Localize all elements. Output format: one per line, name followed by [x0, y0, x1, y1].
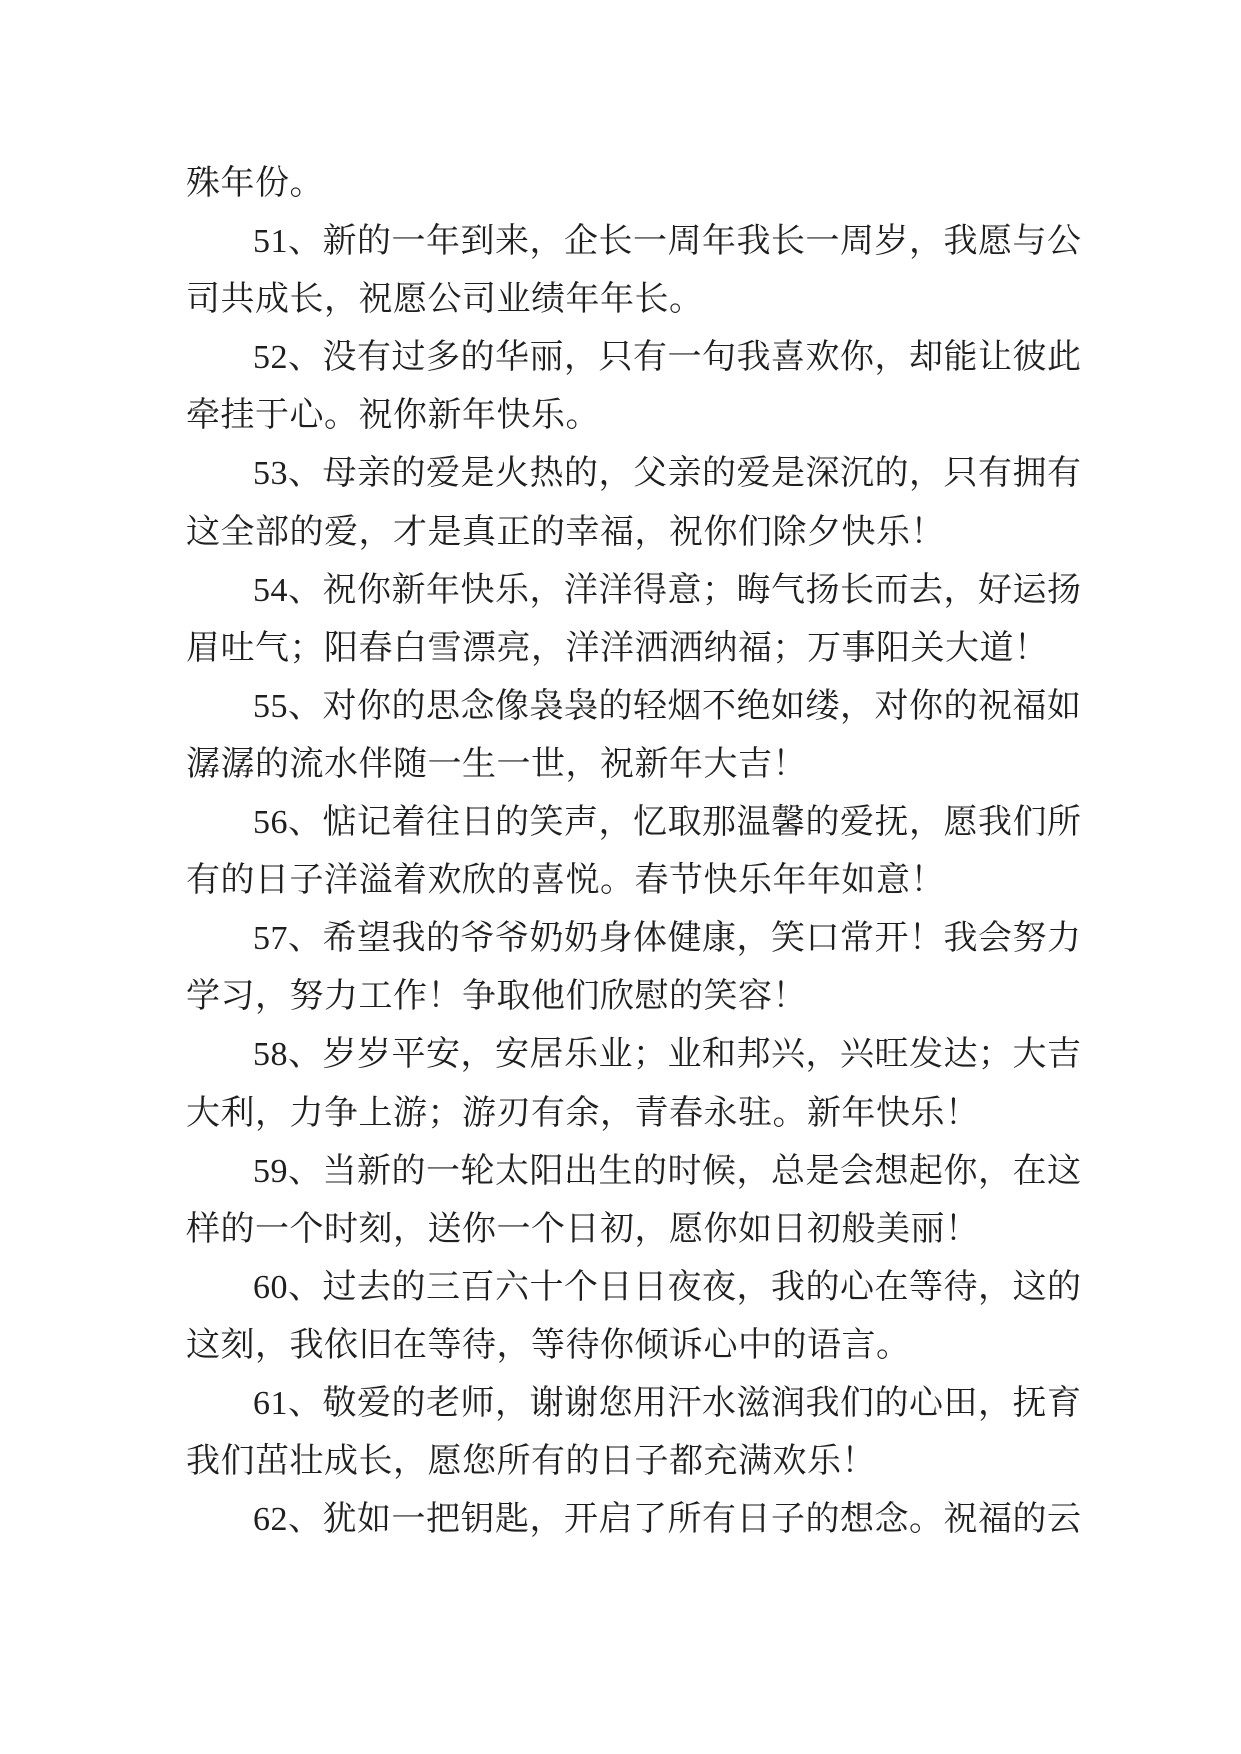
text-line: 62、犹如一把钥匙，开启了所有日子的想念。祝福的云 [253, 1501, 1082, 1539]
text-line: 54、祝你新年快乐，洋洋得意；晦气扬长而去，好运扬 [253, 571, 1082, 609]
text-line: 大利，力争上游；游刃有余，青春永驻。新年快乐！ [186, 1094, 980, 1132]
text-line: 61、敬爱的老师，谢谢您用汗水滋润我们的心田，抚育 [253, 1384, 1082, 1422]
text-line: 56、惦记着往日的笑声，忆取那温馨的爱抚，愿我们所 [253, 804, 1082, 842]
text-line: 殊年份。 [186, 165, 324, 202]
text-line: 53、母亲的爱是火热的，父亲的爱是深沉的，只有拥有 [253, 455, 1082, 493]
document-body [186, 155, 1086, 1549]
text-line: 有的日子洋溢着欢欣的喜悦。春节快乐年年如意！ [186, 862, 945, 900]
text-line: 52、没有过多的华丽，只有一句我喜欢你，却能让彼此 [253, 339, 1082, 377]
text-line: 样的一个时刻，送你一个日初，愿你如日初般美丽！ [186, 1210, 980, 1248]
text-line: 牵挂于心。祝你新年快乐。 [186, 397, 600, 435]
text-line: 学习，努力工作！争取他们欣慰的笑容！ [186, 978, 807, 1016]
text-line: 潺潺的流水伴随一生一世，祝新年大吉！ [186, 745, 807, 783]
text-line: 55、对你的思念像袅袅的轻烟不绝如缕，对你的祝福如 [253, 687, 1082, 725]
text-line: 司共成长，祝愿公司业绩年年长。 [186, 281, 704, 319]
text-line: 我们茁壮成长，愿您所有的日子都充满欢乐！ [186, 1443, 876, 1481]
text-line: 眉吐气；阳春白雪漂亮，洋洋洒洒纳福；万事阳关大道！ [186, 629, 1049, 667]
text-line: 51、新的一年到来，企长一周年我长一周岁，我愿与公 [253, 223, 1082, 261]
text-line: 58、岁岁平安，安居乐业；业和邦兴，兴旺发达；大吉 [253, 1036, 1082, 1074]
text-line: 59、当新的一轮太阳出生的时候，总是会想起你，在这 [253, 1152, 1082, 1190]
text-line: 这刻，我依旧在等待，等待你倾诉心中的语言。 [186, 1326, 911, 1364]
text-line: 60、过去的三百六十个日日夜夜，我的心在等待，这的 [253, 1268, 1082, 1306]
text-line: 这全部的爱，才是真正的幸福，祝你们除夕快乐！ [186, 513, 945, 551]
text-line: 57、希望我的爷爷奶奶身体健康，笑口常开！我会努力 [253, 920, 1082, 958]
